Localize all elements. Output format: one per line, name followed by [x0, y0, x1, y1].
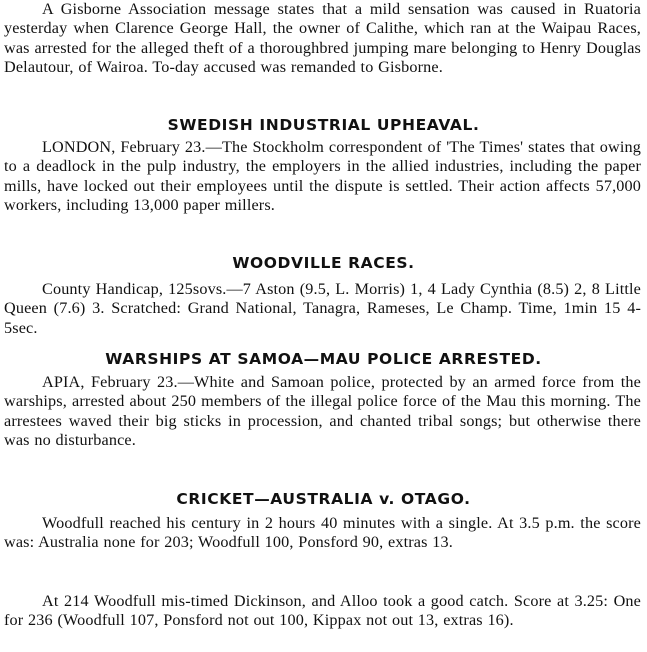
article-woodville-paragraph: County Handicap, 125sovs.—7 Aston (9.5, L. Morris) 1, 4 Lady Cynthia (8.5) 2, 8 Little Queen (7.6) 3. Scratched: Grand National, Tanagra, Rameses, Le Champ. Time, 1min 15 4-5sec.: [4, 280, 641, 337]
heading-woodville-races: WOODVILLE RACES.: [232, 254, 415, 272]
heading-warships-at-samoa: WARSHIPS AT SAMOA—MAU POLICE ARRESTED.: [105, 350, 542, 368]
article-swedish-paragraph: LONDON, February 23.—The Stockholm correspondent of 'The Times' states that owing to a deadlock in the pulp industry, the employers in the allied industries, including the paper mills, have locked out their employees until the dispute is settled. Their action affects 57,000 workers, including 13,000 paper millers.: [4, 138, 641, 215]
heading-swedish-industrial-upheaval: SWEDISH INDUSTRIAL UPHEAVAL.: [167, 116, 480, 134]
heading-cricket-australia-v-otago: CRICKET—AUSTRALIA v. OTAGO.: [176, 490, 471, 508]
article-cricket-paragraph-2: At 214 Woodfull mis-timed Dickinson, and Alloo took a good catch. Score at 3.25: One for 236 (Woodfull 107, Ponsford not out 100, Kippax not out 13, extras 16).: [4, 592, 641, 630]
article-gisborne-paragraph: A Gisborne Association message states that a mild sensation was caused in Ruatoria yesterday when Clarence George Hall, the owner of Calithe, which ran at the Waipau Races, was arrested for the alleged theft of a thoroughbred jumping mare belonging to Henry Douglas Delautour, of Wairoa. To-day accused was remanded to Gisborne.: [4, 0, 641, 77]
article-samoa-paragraph: APIA, February 23.—White and Samoan police, protected by an armed force from the warships, arrested about 250 members of the illegal police force of the Mau this morning. The arrestees waved their big sticks in procession, and chanted tribal songs; but otherwise there was no disturbance.: [4, 373, 641, 450]
article-cricket-paragraph-1: Woodfull reached his century in 2 hours 40 minutes with a single. At 3.5 p.m. the score was: Australia none for 203; Woodfull 100, Ponsford 90, extras 13.: [4, 514, 641, 552]
